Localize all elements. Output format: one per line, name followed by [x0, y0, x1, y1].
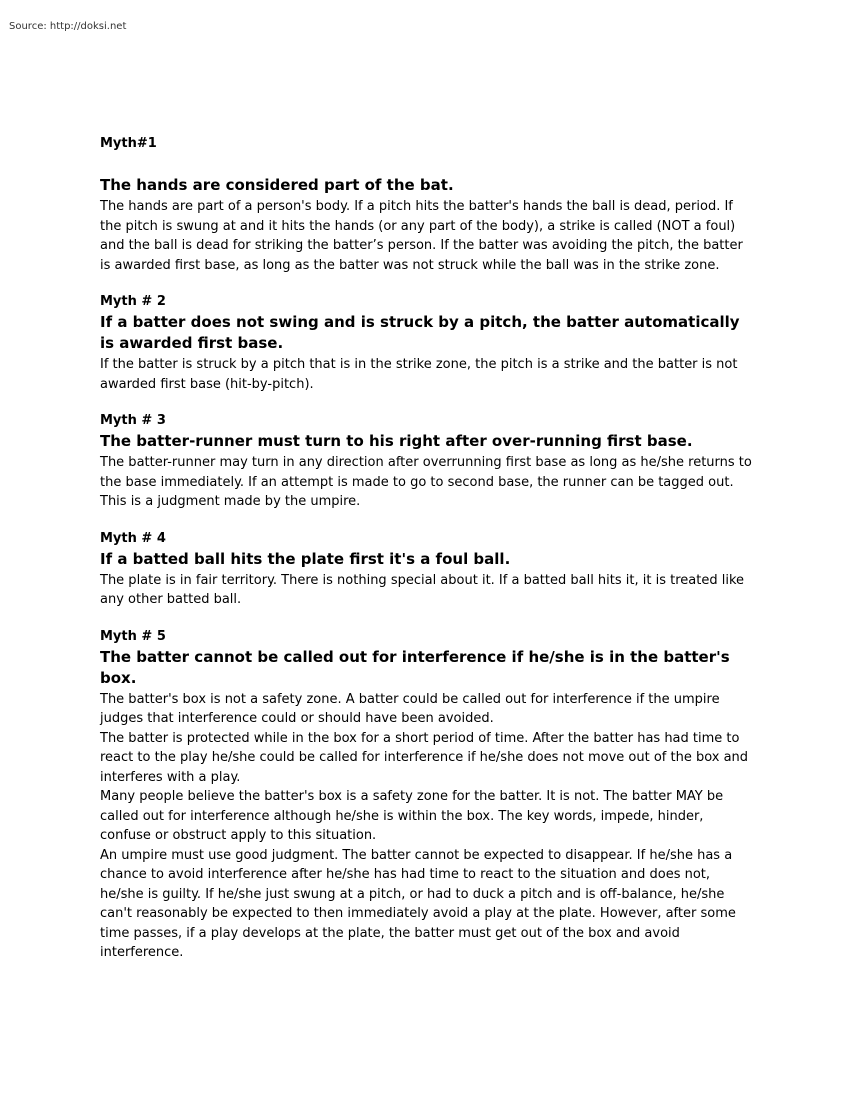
myth-title: The batter-runner must turn to his right after over-running first base.: [100, 432, 693, 450]
myth-explanation: If the batter is struck by a pitch that is in the strike zone, the pitch is a strike and the batter is not awarded first base (hit-by-pitch).: [100, 357, 738, 392]
document-body: [100, 134, 755, 980]
myth-section-2: [100, 292, 755, 394]
myth-title: If a batted ball hits the plate first it's a foul ball.: [100, 549, 511, 568]
myth-label: Myth#1: [100, 136, 157, 151]
myth-label: Myth # 2: [100, 294, 166, 309]
myth-section-1: [100, 134, 755, 275]
myth-explanation: The hands are part of a person's body. If a pitch hits the batter's hands the ball is dead, period. If the pitch is swung at and it hits the hands (or any part of the body), a strike is called (NOT a foul) and the ball is dead for striking the batter’s person. If the batter was avoiding the pitch, the batter is awarded first base, as long as the batter was not struck while the ball was in the strike zone.: [100, 199, 743, 273]
myth-explanation: An umpire must use good judgment. The batter cannot be expected to disappear. If he/she has a chance to avoid interference after he/she has had time to react to the situation and does not, he/she is guilty. If he/she just swung at a pitch, or had to duck a pitch and is off-balance, he/she can't reasonably be expected to then immediately avoid a play at the plate. However, after some time passes, if a play develops at the plate, the batter must get out of the box and avoid interference.: [100, 847, 736, 960]
myth-title: The batter cannot be called out for interference if he/she is in the batter's box.: [100, 647, 730, 687]
myth-explanation: The plate is in fair territory. There is nothing special about it. If a batted ball hits it, it is treated like any other batted ball.: [100, 572, 745, 607]
myth-label: Myth # 5: [100, 628, 166, 644]
myth-section-4: [100, 529, 755, 610]
myth-explanation: The batter-runner may turn in any direction after overrunning first base as long as he/she returns to the base immediately. If an attempt is made to go to second base, the runner can be tagged out. This is a judgment made by the umpire.: [100, 455, 752, 509]
myth-title: The hands are considered part of the bat.: [100, 176, 454, 194]
myth-label: Myth # 3: [100, 413, 166, 428]
myth-explanation: Many people believe the batter's box is a safety zone for the batter. It is not. The batter MAY be called out for interference although he/she is within the box. The key words, impede, hinder, confuse or obstruct apply to this situation.: [100, 789, 724, 843]
myth-section-3: [100, 411, 755, 512]
myth-title: If a batter does not swing and is struck by a pitch, the batter automatically is awarded first base.: [100, 313, 740, 352]
myth-label: Myth # 4: [100, 530, 166, 546]
myth-section-5: [100, 627, 755, 963]
myth-explanation: The batter's box is not a safety zone. A batter could be called out for interference if the umpire judges that interference could or should have been avoided.: [100, 691, 720, 726]
source-note: Source: http://doksi.net: [9, 21, 127, 32]
myth-explanation: The batter is protected while in the box for a short period of time. After the batter has had time to react to the play he/she could be called for interference if he/she does not move out of the box and interferes with a play.: [100, 730, 749, 785]
